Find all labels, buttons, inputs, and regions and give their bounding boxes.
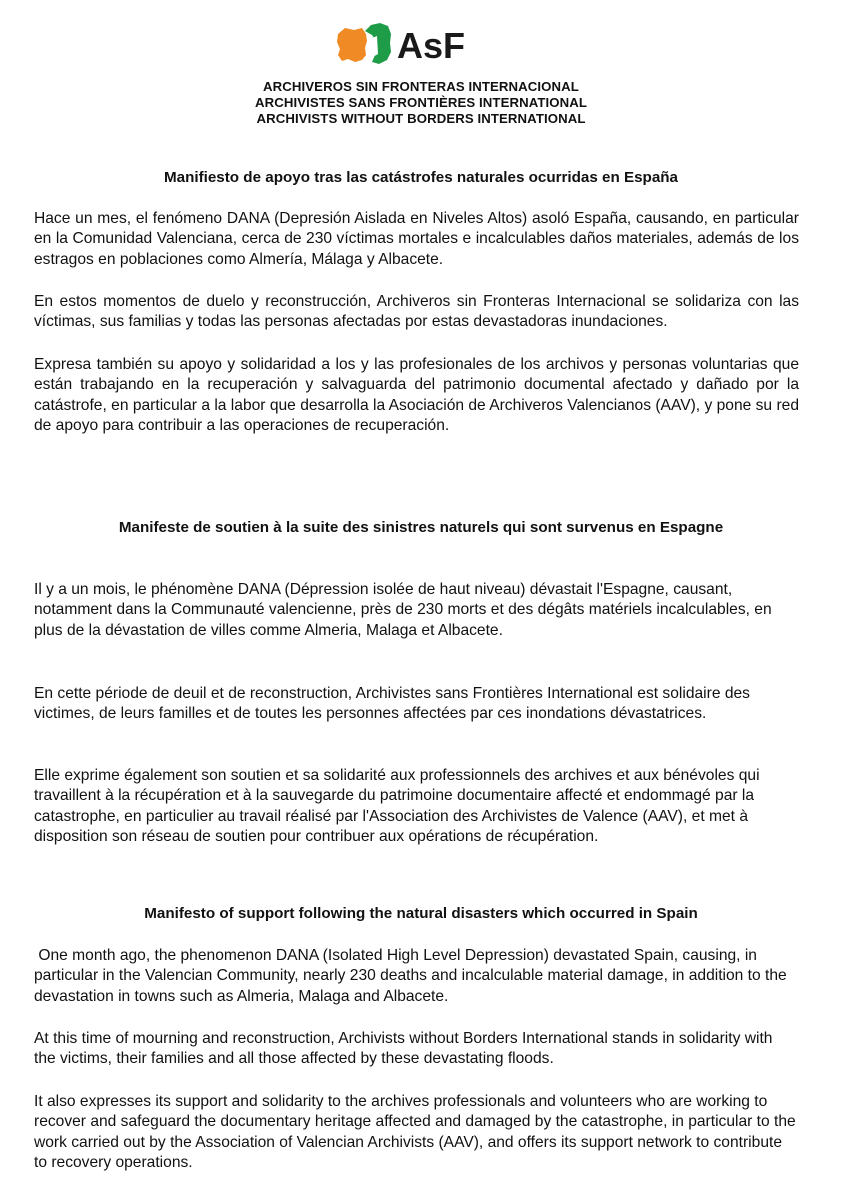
heading-english: Manifesto of support following the natural disasters which occurred in Spain	[144, 905, 698, 922]
paragraph-spanish-2: En estos momentos de duelo y reconstrucción, Archiveros sin Fronteras Internacional se solidariza con las víctimas, sus familias y todas las personas afectadas por estas devastadoras inundaciones.	[34, 293, 799, 331]
logo-orange-map-shape	[337, 28, 367, 62]
paragraph-spanish-1: Hace un mes, el fenómeno DANA (Depresión Aislada en Niveles Altos) asoló España, causando, en particular en la Comunidad Valenciana, cerca de 230 víctimas mortales e incalculables daños materiales, además de los estragos en poblaciones como Almería, Málaga y Albacete.	[34, 210, 799, 268]
paragraph-french-2: En cette période de deuil et de reconstruction, Archivistes sans Frontières International est solidaire des victimes, de leurs familles et de toutes les personnes affectées par ces inondations dévastatrices.	[34, 685, 750, 723]
paragraph-spanish-3: Expresa también su apoyo y solidaridad a los y las profesionales de los archivos y personas voluntarias que están trabajando en la recuperación y salvaguarda del patrimonio documental afectado y dañado por la catástrofe, en particular a la labor que desarrolla la Asociación de Archiveros Valencianos (AAV), y pone su red de apoyo para contribuir a las operaciones de recuperación.	[34, 356, 799, 434]
paragraph-english-3: It also expresses its support and solidarity to the archives professionals and volunteers who are working to recover and safeguard the documentary heritage affected and damaged by the catastrophe, in particular to the work carried out by the Association of Valencian Archivists (AAV), and offers its support network to contribute to recovery operations.	[34, 1093, 796, 1171]
heading-french: Manifeste de soutien à la suite des sinistres naturels qui sont survenus en Espagne	[118, 519, 724, 536]
org-name-english: ARCHIVISTS WITHOUT BORDERS INTERNATIONAL	[256, 111, 586, 126]
heading-spanish: Manifiesto de apoyo tras las catástrofes naturales ocurridas en España	[163, 169, 679, 186]
logo-green-map-shape	[365, 23, 391, 64]
paragraph-french-1: Il y a un mois, le phénomène DANA (Dépression isolée de haut niveau) dévastait l'Espagne, causant, notamment dans la Communauté valencienne, près de 230 morts et des dégâts matériels incalculables, en plus de la dévastation de villes comme Almeria, Malaga et Albacete.	[34, 581, 772, 639]
org-name-spanish: ARCHIVEROS SIN FRONTERAS INTERNACIONAL	[263, 79, 579, 94]
paragraph-english-1: One month ago, the phenomenon DANA (Isolated High Level Depression) devastated Spain, causing, in particular in the Valencian Community, nearly 230 deaths and incalculable material damage, in addition to the devastation in towns such as Almeria, Malaga and Albacete.	[34, 947, 792, 1005]
asf-logo	[335, 22, 495, 66]
logo-text: AsF	[397, 25, 466, 66]
paragraph-french-3: Elle exprime également son soutien et sa solidarité aux professionnels des archives et aux bénévoles qui travaillent à la récupération et à la sauvegarde du patrimoine documentaire affecté et endommagé par la catastrophe, en particulier au travail réalisé par l'Association des Archivistes de Valence (AAV), et met à disposition son réseau de soutien pour contribuer aux opérations de récupération.	[34, 767, 760, 845]
org-name-french: ARCHIVISTES SANS FRONTIÈRES INTERNATIONAL	[254, 95, 588, 110]
paragraph-english-2: At this time of mourning and reconstruction, Archivists without Borders International stands in solidarity with the victims, their families and all those affected by these devastating floods.	[34, 1030, 773, 1068]
